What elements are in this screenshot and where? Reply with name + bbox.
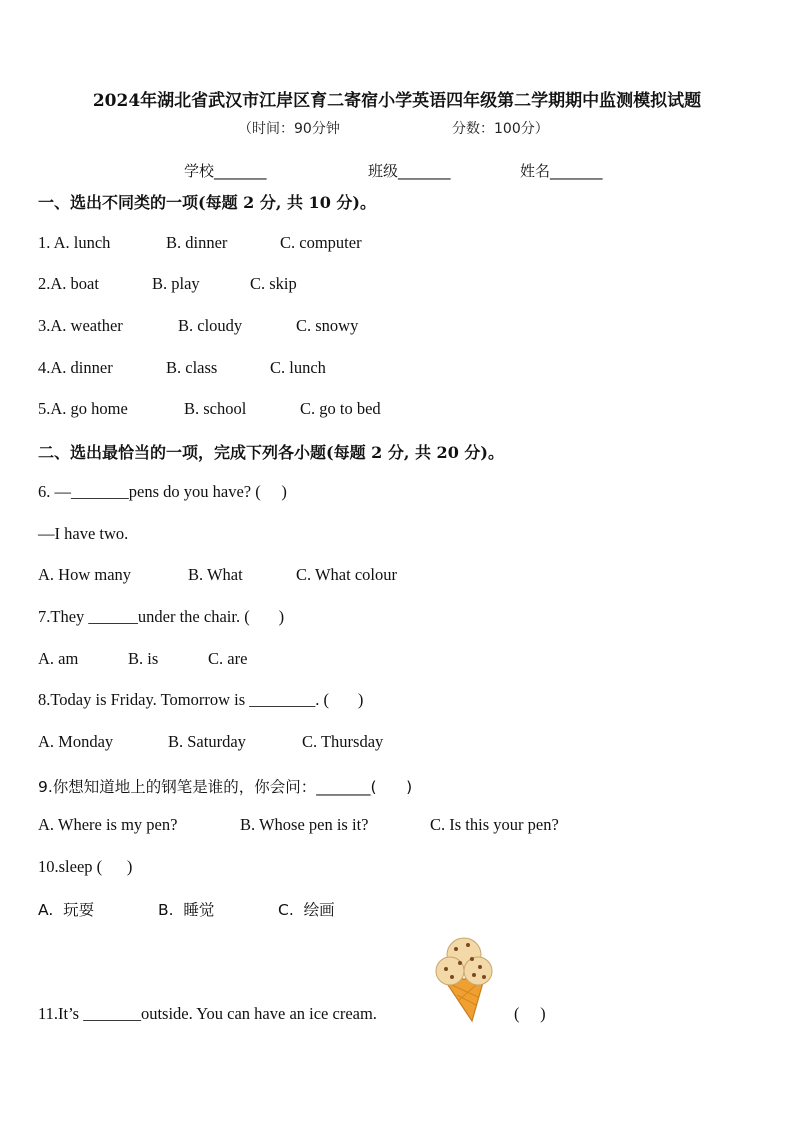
option-b: B. dinner [166,233,228,252]
option-b: B. 睡觉 [158,901,215,919]
exam-score: 分数：100分） [452,121,549,137]
question-6-stem: 6. —_______pens do you have? ( ) [38,482,287,501]
section-2-heading: 二、选出最恰当的一项，完成下列各小题(每题 2 分, 共 20 分)。 [38,443,504,462]
option-a: A. How many [38,565,132,584]
option-c: C. go to bed [300,399,381,418]
option-c: C. snowy [296,316,359,335]
option-a: A. Monday [38,732,114,751]
question-8-stem: 8.Today is Friday. Tomorrow is ________. ( ) [38,690,364,709]
exam-time: （时间：90分钟 [238,121,340,137]
answer-paren: ( ) [514,1004,546,1023]
option-c: C. Thursday [302,732,384,751]
question-6-reply: —I have two. [38,524,129,543]
option-c: C. lunch [270,358,326,377]
option-c: C. are [208,649,248,668]
option-a: A. Where is my pen? [38,815,178,834]
ice-cream-icon [430,935,498,1023]
option-c: C. skip [250,274,297,293]
option-b: B. is [128,649,159,668]
question-9-stem: 9.你想知道地上的钢笔是谁的，你会问：_______( ) [38,778,413,796]
name-field: 姓名_______ [520,162,603,180]
option-a: A. 玩耍 [38,901,95,919]
option-b: B. Whose pen is it? [240,815,369,834]
option-b: B. play [152,274,200,293]
question-11-stem: 11.It’s _______outside. You can have an ice cream. [38,1004,377,1023]
option-a: 5.A. go home [38,399,128,418]
option-c: C. 绘画 [278,901,335,919]
option-b: B. school [184,399,247,418]
option-c: C. computer [280,233,362,252]
option-a: 2.A. boat [38,274,99,293]
option-a: A. am [38,649,79,668]
school-field: 学校_______ [184,162,267,180]
question-7-stem: 7.They ______under the chair. ( ) [38,607,285,626]
section-1-heading: 一、选出不同类的一项(每题 2 分, 共 10 分)。 [38,193,376,212]
option-c: C. What colour [296,565,397,584]
option-a: 1. A. lunch [38,233,111,252]
page-title: 2024年湖北省武汉市江岸区育二寄宿小学英语四年级第二学期期中监测模拟试题 [92,91,702,111]
option-a: 3.A. weather [38,316,123,335]
option-b: B. What [188,565,243,584]
option-b: B. class [166,358,218,377]
option-b: B. Saturday [168,732,246,751]
class-field: 班级_______ [368,162,451,180]
option-a: 4.A. dinner [38,358,113,377]
option-b: B. cloudy [178,316,243,335]
question-10-stem: 10.sleep ( ) [38,857,133,876]
option-c: C. Is this your pen? [430,815,559,834]
